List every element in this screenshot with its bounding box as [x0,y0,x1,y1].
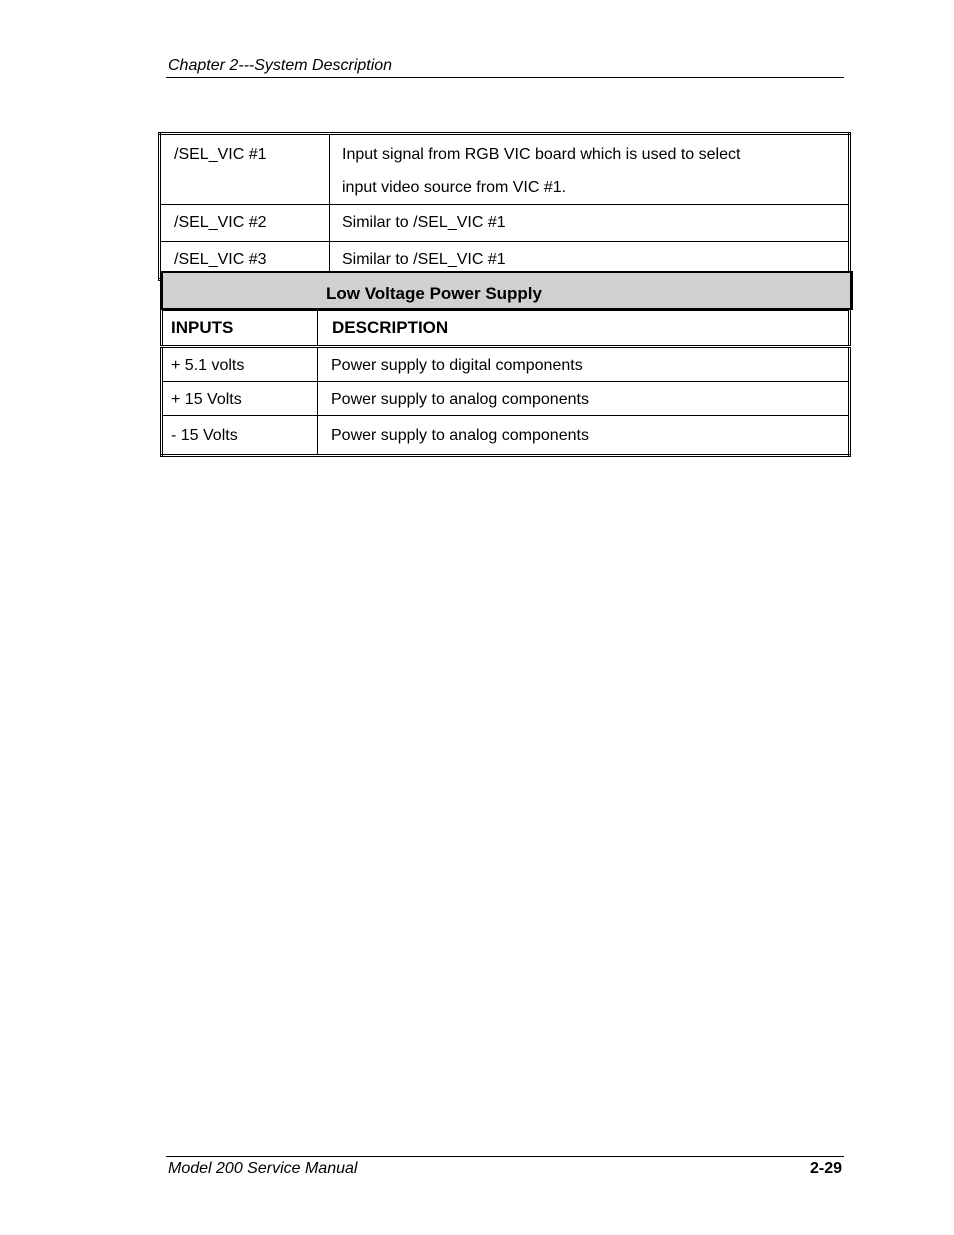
signal-description [330,134,850,205]
power-input: + 15 Volts [162,382,318,416]
power-description: Power supply to digital components [318,347,850,382]
table-row [162,416,850,456]
section-title-bar [160,271,853,310]
page-footer [166,1156,844,1181]
power-description: Power supply to analog components [318,382,850,416]
page-number: 2-29 [809,1160,842,1177]
table-row [162,347,850,382]
signal-description: Similar to /SEL_VIC #1 [330,205,850,242]
signal-description-line1: Input signal from RGB VIC board which is used to select [342,146,741,163]
signal-description: Similar to /SEL_VIC #1 [330,242,850,280]
power-input: - 15 Volts [162,416,318,456]
power-input: + 5.1 volts [162,347,318,382]
signal-name: /SEL_VIC #3 [160,242,330,280]
signals-table [158,132,851,281]
signal-description-line2: input video source from VIC #1. [342,179,567,196]
page-header [166,56,844,78]
table-header-row [162,310,850,347]
power-description: Power supply to analog components [318,416,850,456]
signal-name: /SEL_VIC #2 [160,205,330,242]
signal-name: /SEL_VIC #1 [160,134,330,205]
column-header-description: DESCRIPTION [318,310,850,347]
table-row [160,205,850,242]
section-title: Low Voltage Power Supply [326,284,542,303]
table-row [160,134,850,205]
power-supply-table [160,309,851,457]
chapter-title: Chapter 2---System Description [168,57,393,74]
table-row [162,382,850,416]
manual-title: Model 200 Service Manual [168,1160,358,1177]
column-header-inputs: INPUTS [162,310,318,347]
